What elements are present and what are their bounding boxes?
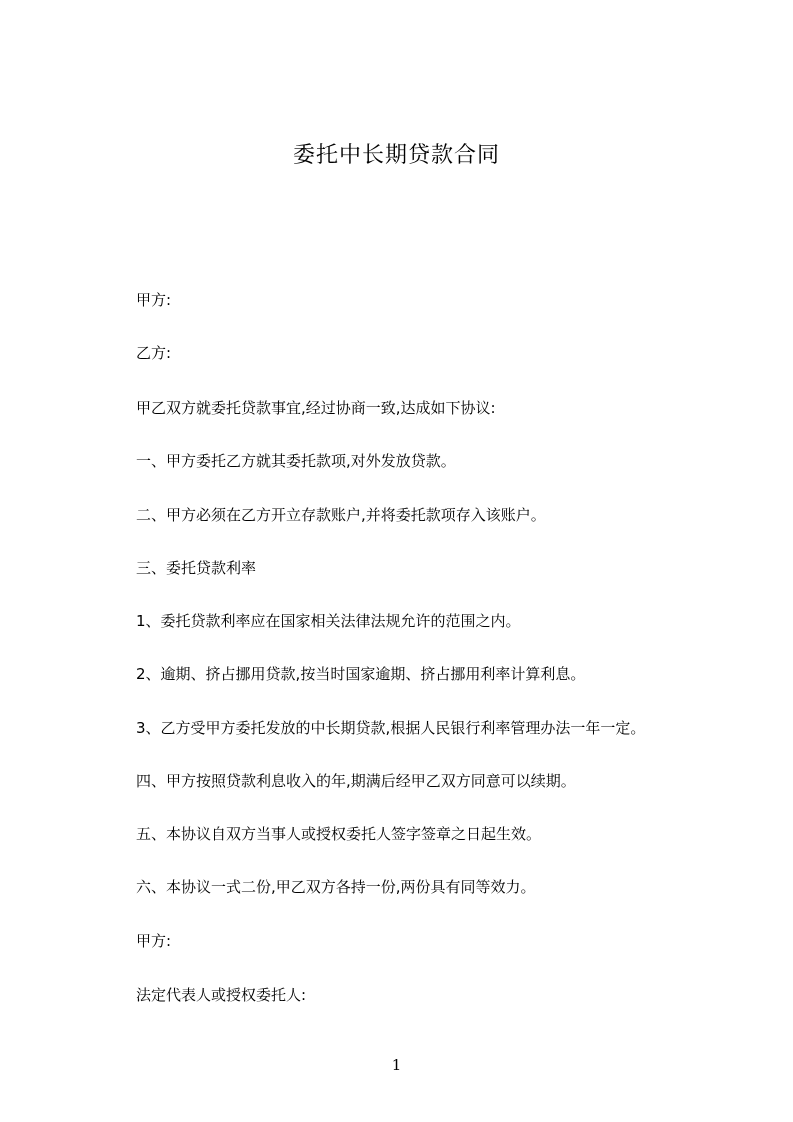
clause-6: 六、本协议一式二份,甲乙双方各持一份,两份具有同等效力。 <box>136 878 536 896</box>
clause-1: 一、甲方委托乙方就其委托款项,对外发放贷款。 <box>136 452 456 470</box>
clause-2: 二、甲方必须在乙方开立存款账户,并将委托款项存入该账户。 <box>136 506 546 524</box>
clause-4: 四、甲方按照贷款利息收入的年,期满后经甲乙双方同意可以续期。 <box>136 772 576 790</box>
document-title: 委托中长期贷款合同 <box>292 143 500 168</box>
party-a-label: 甲方: <box>136 291 172 309</box>
party-b-label: 乙方: <box>136 344 172 362</box>
signature-representative: 法定代表人或授权委托人: <box>136 986 307 1004</box>
clause-3-item-3: 3、乙方受甲方委托发放的中长期贷款,根据人民银行利率管理办法一年一定。 <box>136 719 646 737</box>
clause-3-heading: 三、委托贷款利率 <box>136 559 257 577</box>
clause-3-item-1: 1、委托贷款利率应在国家相关法律法规允许的范围之内。 <box>136 612 521 630</box>
clause-3-item-2: 2、逾期、挤占挪用贷款,按当时国家逾期、挤占挪用利率计算利息。 <box>136 665 586 683</box>
agreement-intro: 甲乙双方就委托贷款事宜,经过协商一致,达成如下协议: <box>136 399 496 417</box>
clause-5: 五、本协议自双方当事人或授权委托人签字签章之日起生效。 <box>136 825 542 843</box>
page-number: 1 <box>391 1056 402 1074</box>
signature-party-a: 甲方: <box>136 932 172 950</box>
